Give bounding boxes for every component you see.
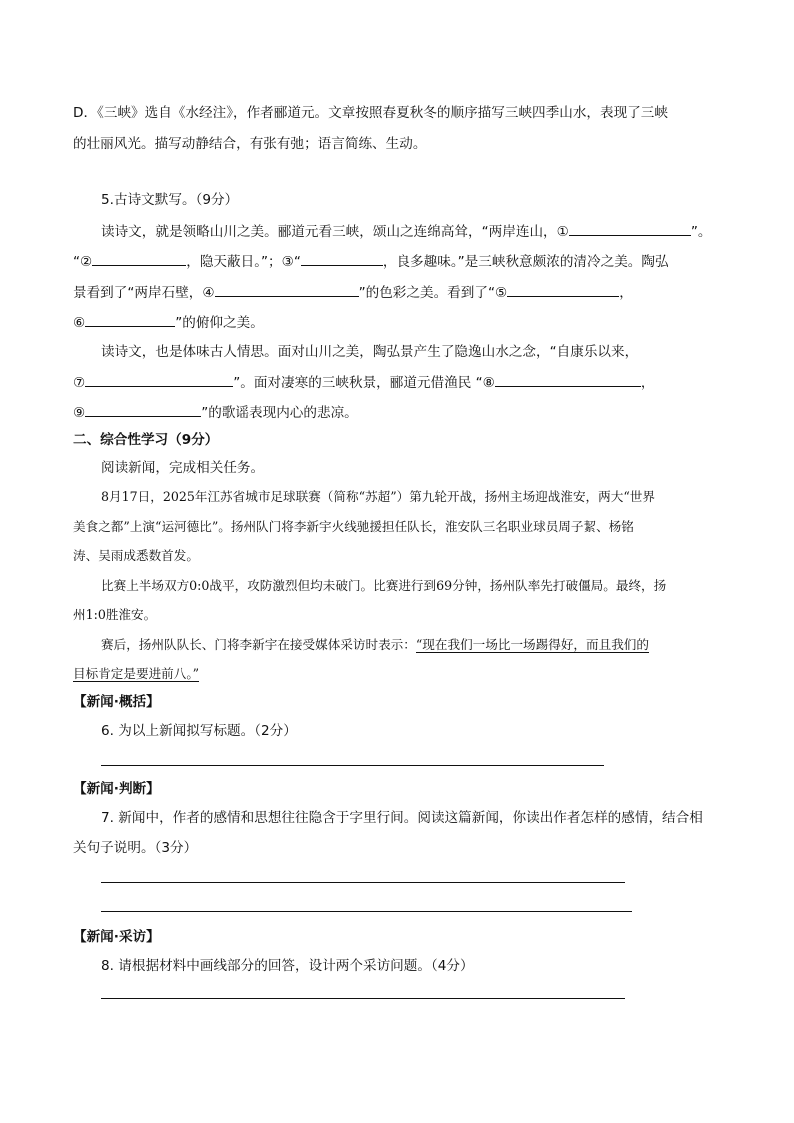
blank-9[interactable]	[85, 402, 201, 417]
q5-line1-text: 读诗文，就是领略山川之美。郦道元看三峡，颂山之连绵高耸，“两岸连山，①	[101, 224, 569, 240]
news-p3-lead: 赛后，扬州队队长、门将李新宇在接受媒体采访时表示：	[101, 637, 416, 652]
q5-line2	[73, 251, 669, 272]
news-quote-underlined-1: “现在我们一场比一场踢得好，而且我们的	[415, 637, 649, 652]
q5-title: 5.古诗文默写。（9分）	[101, 192, 239, 208]
option-d-line1: D．《三峡》选自《水经注》，作者郦道元。文章按照春夏秋冬的顺序描写三峡四季山水，表现了三峡	[73, 105, 668, 121]
section2-intro: 阅读新闻，完成相关任务。	[101, 460, 265, 476]
q5-line6-a: ⑦	[73, 375, 86, 391]
q6-prompt: 6. 为以上新闻拟写标题。（2分）	[101, 723, 297, 739]
q5-line1-end: ”。	[690, 224, 712, 240]
q5-line2-c: ，良多趣味。”是三峡秋意颇浓的清冷之美。陶弘	[382, 254, 669, 270]
q5-line3-c: ，	[619, 285, 633, 301]
blank-3[interactable]	[301, 251, 383, 266]
tag-judgement: 【新闻·判断】	[73, 781, 160, 797]
q7-answer-line-2[interactable]	[101, 911, 632, 912]
blank-4[interactable]	[215, 282, 359, 297]
q5-line5: 读诗文，也是体味古人情思。面对山川之美，陶弘景产生了隐逸山水之念，“自康乐以来，	[101, 344, 639, 360]
q7-line2: 关句子说明。（3分）	[73, 840, 198, 856]
q5-line2-a: “②	[73, 254, 93, 270]
q8-answer-line[interactable]	[101, 998, 625, 999]
q5-line2-b: ，隐天蔽日。”；③“	[186, 254, 301, 270]
news-p1-line2: 美食之都”上演“运河德比”。扬州队门将李新宇火线驰援担任队长，淮安队三名职业球员周子絜、杨铭	[73, 519, 634, 534]
q5-line6-b: ”。面对凄寒的三峡秋景，郦道元借渔民 “⑧	[233, 375, 495, 391]
q5-line4	[73, 312, 264, 333]
tag-summary: 【新闻·概括】	[73, 694, 160, 710]
q5-line6	[73, 372, 654, 393]
section2-heading: 二、综合性学习（9分）	[73, 432, 219, 448]
q8-prompt: 8. 请根据材料中画线部分的回答，设计两个采访问题。（4分）	[101, 958, 474, 974]
q6-answer-line[interactable]	[101, 765, 604, 766]
news-p1-line3: 涛、吴雨成悉数首发。	[73, 548, 199, 563]
news-quote-underlined-2: 目标肯定是要进前八。”	[73, 666, 200, 681]
q5-line3-b: ”的色彩之美。看到了“⑤	[358, 285, 508, 301]
blank-5[interactable]	[507, 282, 619, 297]
q5-line7-b: ”的歌谣表现内心的悲凉。	[201, 405, 358, 421]
q7-line1: 7. 新闻中，作者的感情和思想往往隐含于字里行间。阅读这篇新闻，你读出作者怎样的感情，结合相	[101, 810, 703, 826]
q5-line1	[101, 221, 711, 242]
q5-line7	[73, 402, 358, 423]
q5-line3	[73, 282, 633, 303]
news-p3-line2	[73, 664, 199, 684]
q7-answer-line-1[interactable]	[101, 882, 625, 883]
blank-8[interactable]	[495, 372, 641, 387]
news-p2-line1: 比赛上半场双方0:0战平，攻防激烈但均未破门。比赛进行到69分钟，扬州队率先打破僵局。最终，扬	[101, 578, 667, 593]
option-d-line2: 的壮丽风光。描写动静结合，有张有弛；语言简练、生动。	[73, 136, 427, 152]
blank-6[interactable]	[85, 312, 175, 327]
q5-line7-a: ⑨	[73, 405, 86, 421]
news-p1-line1: 8月17日，2025年江苏省城市足球联赛（简称“苏超”）第九轮开战，扬州主场迎战淮安，两大“世界	[101, 489, 655, 504]
q5-line3-a: 景看到了“两岸石壁，④	[73, 285, 215, 301]
q5-line4-b: ”的俯仰之美。	[175, 315, 264, 331]
news-p2-line2: 州1:0胜淮安。	[73, 607, 157, 622]
q5-line6-c: ，	[640, 375, 655, 391]
news-p3-line1	[101, 635, 649, 655]
blank-1[interactable]	[569, 221, 691, 236]
tag-interview: 【新闻·采访】	[73, 929, 160, 945]
q5-line4-a: ⑥	[73, 315, 86, 331]
blank-7[interactable]	[85, 372, 233, 387]
blank-2[interactable]	[92, 251, 186, 266]
